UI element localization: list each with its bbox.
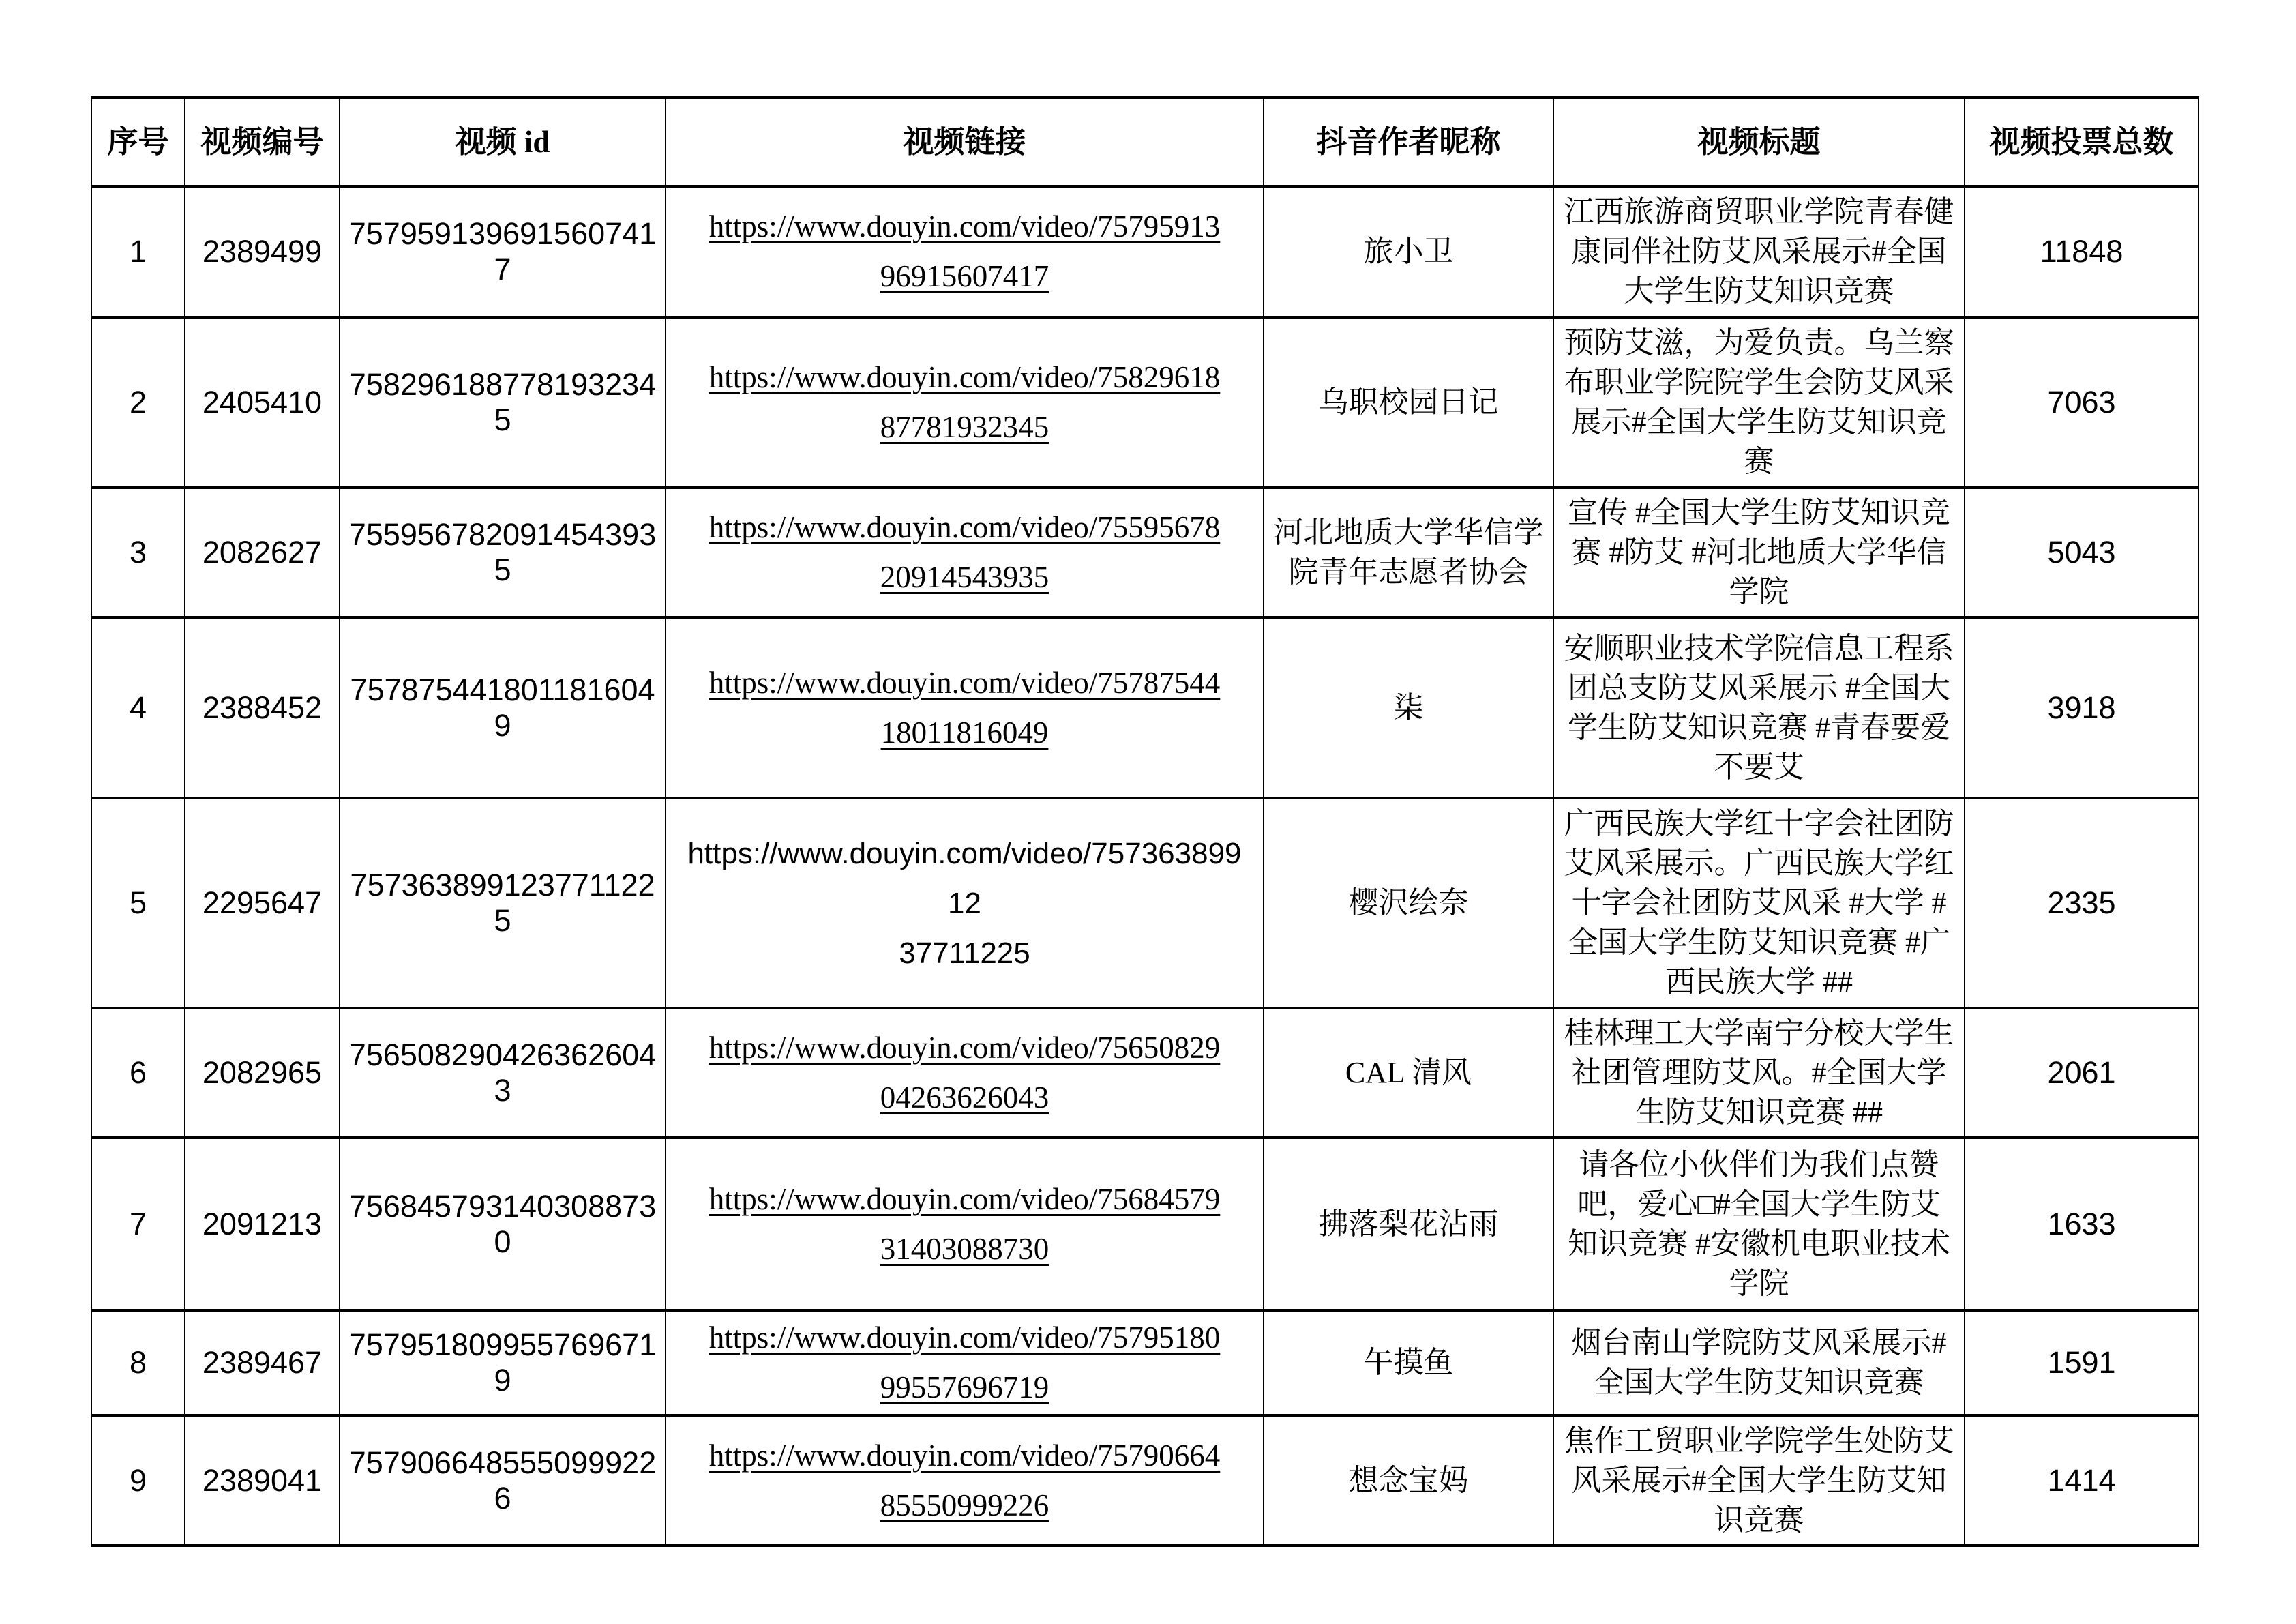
cell-author-nickname: 河北地质大学华信学院青年志愿者协会 (1264, 488, 1553, 617)
cell-video-code: 2388452 (185, 617, 340, 798)
col-header-author-nickname: 抖音作者昵称 (1264, 98, 1553, 186)
cell-author-nickname: 拂落梨花沾雨 (1264, 1138, 1553, 1310)
video-link[interactable]: 37711225 (899, 936, 1030, 970)
table-row (91, 488, 2198, 617)
video-link[interactable]: 96915607417 (880, 259, 1049, 293)
cell-video-code: 2389499 (185, 186, 340, 317)
cell-video-title: 安顺职业技术学院信息工程系团总支防艾风采展示 #全国大学生防艾知识竞赛 #青春要爱不要艾 (1553, 617, 1965, 798)
video-link[interactable]: https://www.douyin.com/video/75787544 (709, 665, 1221, 700)
video-link-line (683, 1481, 1247, 1531)
cell-video-id: 7565082904263626043 (340, 1008, 666, 1138)
table-row (91, 1310, 2198, 1415)
video-link-line (683, 1363, 1247, 1413)
cell-total-votes: 7063 (1965, 317, 2198, 488)
col-header-video-link: 视频链接 (666, 98, 1264, 186)
cell-video-link (666, 798, 1264, 1008)
video-link[interactable]: https://www.douyin.com/video/75595678 (709, 510, 1221, 544)
cell-video-code: 2405410 (185, 317, 340, 488)
video-link-line (683, 402, 1247, 452)
table-row (91, 1415, 2198, 1546)
video-link[interactable]: 18011816049 (880, 715, 1049, 750)
cell-video-id: 7582961887781932345 (340, 317, 666, 488)
cell-video-title: 江西旅游商贸职业学院青春健康同伴社防艾风采展示#全国大学生防艾知识竞赛 (1553, 186, 1965, 317)
cell-author-nickname: 柒 (1264, 617, 1553, 798)
cell-video-link (666, 488, 1264, 617)
cell-total-votes: 1591 (1965, 1310, 2198, 1415)
cell-author-nickname: 樱沢绘奈 (1264, 798, 1553, 1008)
col-header-video-code: 视频编号 (185, 98, 340, 186)
video-link[interactable]: https://www.douyin.com/video/75736389912 (687, 836, 1242, 920)
video-link-line (683, 1313, 1247, 1363)
col-header-total-votes: 视频投票总数 (1965, 98, 2198, 186)
video-link-line (683, 658, 1247, 708)
table-row (91, 617, 2198, 798)
cell-video-id: 7579066485550999226 (340, 1415, 666, 1546)
cell-video-code: 2082965 (185, 1008, 340, 1138)
cell-video-id: 7568457931403088730 (340, 1138, 666, 1310)
cell-video-title: 预防艾滋，为爱负责。乌兰察布职业学院院学生会防艾风采展示#全国大学生防艾知识竞赛 (1553, 317, 1965, 488)
table-header-row (91, 98, 2198, 186)
cell-video-code: 2082627 (185, 488, 340, 617)
cell-video-code: 2389467 (185, 1310, 340, 1415)
table-row (91, 186, 2198, 317)
video-link[interactable]: 85550999226 (880, 1488, 1049, 1522)
video-link-line (683, 1431, 1247, 1481)
cell-video-title: 焦作工贸职业学院学生处防艾风采展示#全国大学生防艾知识竞赛 (1553, 1415, 1965, 1546)
cell-video-link (666, 1138, 1264, 1310)
cell-video-title: 桂林理工大学南宁分校大学生社团管理防艾风。#全国大学生防艾知识竞赛 ## (1553, 1008, 1965, 1138)
video-link[interactable]: https://www.douyin.com/video/75795913 (709, 209, 1221, 243)
cell-index: 5 (91, 798, 185, 1008)
cell-author-nickname: 午摸鱼 (1264, 1310, 1553, 1415)
table-row (91, 1008, 2198, 1138)
cell-index: 4 (91, 617, 185, 798)
cell-author-nickname: CAL 清风 (1264, 1008, 1553, 1138)
video-link-line (683, 202, 1247, 252)
cell-video-id: 7579518099557696719 (340, 1310, 666, 1415)
cell-total-votes: 1414 (1965, 1415, 2198, 1546)
cell-video-title: 广西民族大学红十字会社团防艾风采展示。广西民族大学红十字会社团防艾风采 #大学 #全国大学生防艾知识竞赛 #广西民族大学 ## (1553, 798, 1965, 1008)
cell-index: 6 (91, 1008, 185, 1138)
cell-video-link (666, 1310, 1264, 1415)
cell-video-code: 2389041 (185, 1415, 340, 1546)
cell-total-votes: 2061 (1965, 1008, 2198, 1138)
video-link-line (683, 1023, 1247, 1073)
table-row (91, 798, 2198, 1008)
cell-video-title: 宣传 #全国大学生防艾知识竞赛 #防艾 #河北地质大学华信学院 (1553, 488, 1965, 617)
cell-total-votes: 2335 (1965, 798, 2198, 1008)
cell-index: 7 (91, 1138, 185, 1310)
video-link[interactable]: https://www.douyin.com/video/75684579 (709, 1181, 1221, 1216)
col-header-index: 序号 (91, 98, 185, 186)
cell-video-link (666, 186, 1264, 317)
cell-author-nickname: 旅小卫 (1264, 186, 1553, 317)
video-link-line (683, 708, 1247, 758)
video-link-line (683, 1175, 1247, 1224)
video-vote-table (91, 96, 2199, 1547)
video-link-line (683, 252, 1247, 301)
cell-video-id: 7579591396915607417 (340, 186, 666, 317)
table-row (91, 1138, 2198, 1310)
video-link-line (683, 503, 1247, 552)
cell-video-link (666, 1415, 1264, 1546)
cell-index: 1 (91, 186, 185, 317)
cell-video-code: 2295647 (185, 798, 340, 1008)
table-row (91, 317, 2198, 488)
cell-video-link (666, 617, 1264, 798)
video-link[interactable]: 87781932345 (880, 410, 1049, 444)
cell-video-code: 2091213 (185, 1138, 340, 1310)
video-link[interactable]: 20914543935 (880, 560, 1049, 594)
cell-total-votes: 11848 (1965, 186, 2198, 317)
video-link[interactable]: https://www.douyin.com/video/75790664 (709, 1438, 1221, 1473)
cell-author-nickname: 乌职校园日记 (1264, 317, 1553, 488)
video-link-line (683, 829, 1247, 928)
cell-author-nickname: 想念宝妈 (1264, 1415, 1553, 1546)
col-header-video-id: 视频 id (340, 98, 666, 186)
cell-total-votes: 5043 (1965, 488, 2198, 617)
cell-video-id: 7559567820914543935 (340, 488, 666, 617)
cell-total-votes: 1633 (1965, 1138, 2198, 1310)
video-link[interactable]: 31403088730 (880, 1231, 1049, 1266)
cell-video-id: 7578754418011816049 (340, 617, 666, 798)
video-link-line (683, 1224, 1247, 1274)
video-link[interactable]: https://www.douyin.com/video/75795180 (709, 1320, 1221, 1355)
video-link[interactable]: https://www.douyin.com/video/75650829 (709, 1031, 1221, 1065)
video-link-line (683, 353, 1247, 402)
cell-index: 9 (91, 1415, 185, 1546)
table-body (91, 186, 2198, 1546)
video-link[interactable]: 99557696719 (880, 1370, 1049, 1404)
cell-index: 8 (91, 1310, 185, 1415)
cell-index: 3 (91, 488, 185, 617)
video-link[interactable]: 04263626043 (880, 1080, 1049, 1114)
video-link[interactable]: https://www.douyin.com/video/75829618 (709, 360, 1221, 394)
video-link-line (683, 552, 1247, 602)
cell-video-id: 7573638991237711225 (340, 798, 666, 1008)
video-link-line (683, 1073, 1247, 1123)
video-link-line (683, 928, 1247, 978)
cell-video-link (666, 1008, 1264, 1138)
cell-index: 2 (91, 317, 185, 488)
col-header-video-title: 视频标题 (1553, 98, 1965, 186)
cell-video-title: 请各位小伙伴们为我们点赞吧，爱心□#全国大学生防艾知识竞赛 #安徽机电职业技术学院 (1553, 1138, 1965, 1310)
cell-video-link (666, 317, 1264, 488)
cell-video-title: 烟台南山学院防艾风采展示#全国大学生防艾知识竞赛 (1553, 1310, 1965, 1415)
cell-total-votes: 3918 (1965, 617, 2198, 798)
